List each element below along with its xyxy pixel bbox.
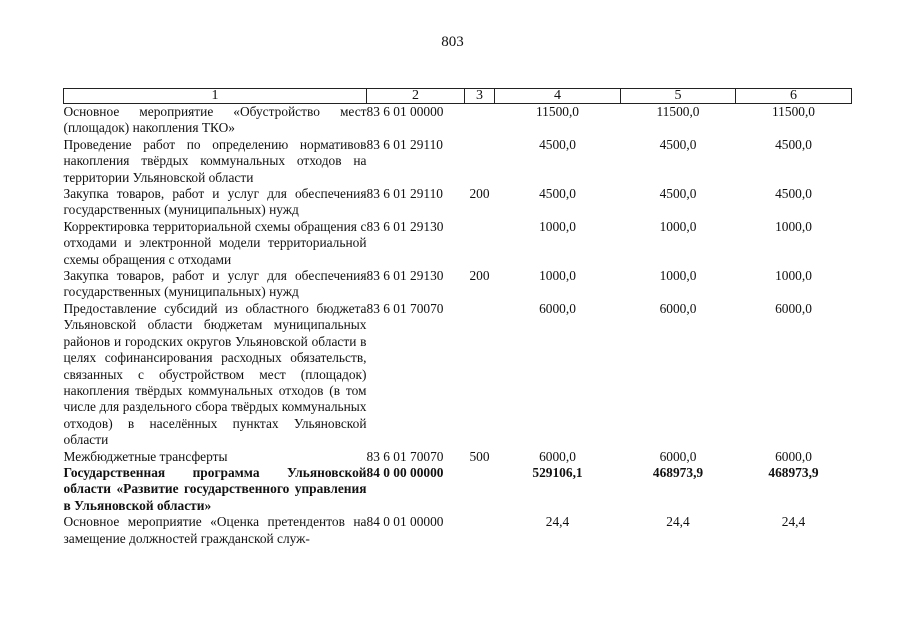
row-value-col4: 1000,0 [539,218,576,234]
row-name: Корректировка территориальной схемы обращения с отходами и электронной модели территориальной схемы обращения с отходами [63,218,367,267]
row-name: Основное мероприятие «Оценка претендентов на замещение должностей гражданской служ- [63,514,367,546]
table-row-program [64,465,852,514]
header-col-3: 3 [465,89,495,104]
row-value-col4: 6000,0 [539,448,576,464]
row-name: Закупка товаров, работ и услуг для обеспечения государственных (муниципальных) нужд [63,186,367,218]
table-row [64,137,852,186]
row-expense-type [465,219,495,268]
row-value-col6: 4500,0 [775,136,812,152]
row-value-col5: 1000,0 [659,268,697,284]
header-col-2: 2 [367,89,465,104]
row-value-col6: 468973,9 [768,464,819,480]
table-row [64,104,852,137]
table-row [64,268,852,301]
row-expense-type [465,465,495,514]
row-name: Межбюджетные трансферты [63,448,228,464]
header-col-5: 5 [621,89,736,104]
row-value-col6: 1000,0 [775,268,812,284]
budget-table [63,88,852,547]
row-value-col6: 4500,0 [775,186,812,202]
row-value-col4: 4500,0 [539,136,576,152]
row-name: Предоставление субсидий из областного бюджета Ульяновской области бюджетам муниципальных районов и городских округов Ульяновской области в целях софинансирования расходных обязательств, связанных с обустройством мест (площадок) накопления твёрдых коммунальных отходов (в том числе для раздельного сбора твёрдых коммунальных отходов) в населённых пунктах Ульяновской области [63,300,367,448]
row-code: 83 6 01 70070 [366,300,444,316]
row-value-col4: 1000,0 [539,268,576,284]
row-code: 83 6 01 70070 [366,448,444,464]
row-value-col5: 24,4 [666,514,690,530]
row-expense-type: 500 [469,448,490,464]
row-expense-type: 200 [469,268,490,284]
row-code: 83 6 01 29130 [366,218,444,234]
row-expense-type: 200 [469,186,490,202]
row-value-col5: 4500,0 [659,186,697,202]
header-row [64,89,852,104]
table-row [64,449,852,465]
table-row [64,301,852,449]
row-value-col4: 529106,1 [532,464,583,480]
header-col-1: 1 [64,89,367,104]
page-number: 803 [441,34,464,50]
row-name: Проведение работ по определению нормативов накопления твёрдых коммунальных отходов на территории Ульяновской области [63,136,367,185]
table-row [64,219,852,268]
row-code: 84 0 00 00000 [366,464,444,480]
row-expense-type [465,104,495,137]
row-value-col5: 6000,0 [659,448,697,464]
row-value-col6: 1000,0 [775,218,812,234]
row-code: 84 0 01 00000 [366,514,444,530]
header-col-4: 4 [495,89,621,104]
row-value-col5: 11500,0 [656,104,700,119]
row-value-col4: 4500,0 [539,186,576,202]
row-name: Основное мероприятие «Обустройство мест (площадок) накопления ТКО» [63,104,367,136]
table-row [64,186,852,219]
row-value-col4: 24,4 [545,514,570,530]
table-row [64,514,852,547]
row-code: 83 6 01 29110 [366,186,443,202]
header-col-6: 6 [736,89,852,104]
row-expense-type [465,514,495,547]
row-code: 83 6 01 00000 [366,104,444,119]
row-value-col4: 11500,0 [535,104,580,119]
row-name: Государственная программа Ульяновской области «Развитие государственного управления в Ульяновской области» [63,464,367,513]
row-value-col5: 1000,0 [659,218,697,234]
row-value-col6: 6000,0 [775,300,812,316]
row-value-col5: 468973,9 [652,464,704,480]
row-value-col6: 6000,0 [775,448,812,464]
row-name: Закупка товаров, работ и услуг для обеспечения государственных (муниципальных) нужд [63,268,367,300]
row-expense-type [465,137,495,186]
row-expense-type [465,301,495,449]
row-value-col5: 4500,0 [659,136,697,152]
row-value-col4: 6000,0 [539,300,576,316]
row-value-col6: 24,4 [781,514,806,530]
row-code: 83 6 01 29130 [366,268,444,284]
row-value-col5: 6000,0 [659,300,697,316]
row-value-col6: 11500,0 [771,104,816,119]
row-code: 83 6 01 29110 [366,136,443,152]
